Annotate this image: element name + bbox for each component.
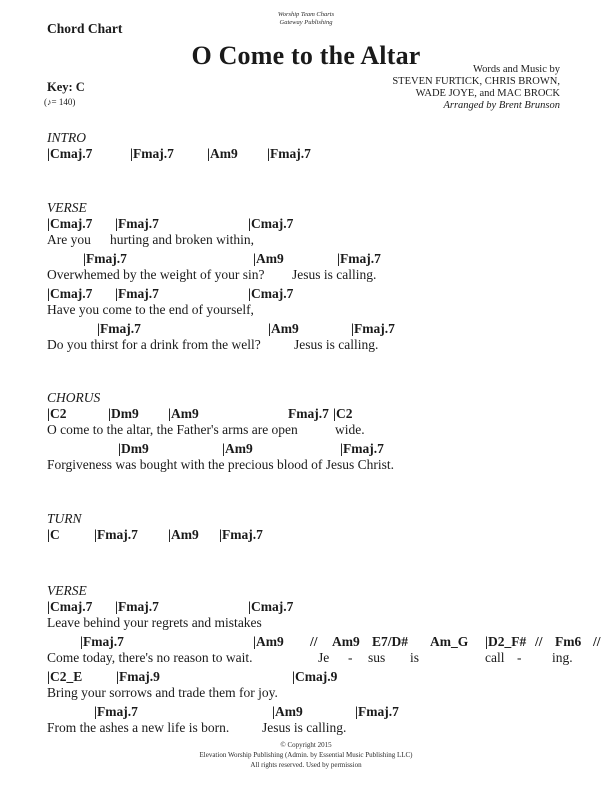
chord-token: |Fmaj.9: [116, 669, 160, 684]
lyric-token: call: [485, 650, 505, 665]
chord-token: |Fmaj.7: [337, 251, 381, 266]
lyric-token: Jesus is calling.: [262, 720, 347, 735]
chord-token: Am_G: [430, 634, 469, 649]
lyric-token: Forgiveness was bought with the precious blood of Jesus Christ.: [47, 457, 394, 472]
chord-token: |Fmaj.7: [351, 321, 395, 336]
lyric-line: [47, 232, 602, 248]
credits-arranger: Arranged by Brent Brunson: [443, 100, 560, 111]
lyric-line: [47, 337, 602, 353]
section-label: VERSE: [47, 583, 87, 598]
lyric-token: hurting and broken within,: [110, 232, 254, 247]
chord-token: |Cmaj.7: [248, 216, 294, 231]
chord-token: |Fmaj.7: [115, 216, 159, 231]
lyric-line: [47, 615, 602, 631]
copyright-footer: [0, 740, 612, 770]
chord-token: Fm6: [555, 634, 582, 649]
chord-token: |Am9: [253, 251, 284, 266]
chord-line: [47, 406, 602, 422]
chord-token: |Cmaj.7: [47, 599, 93, 614]
chord-token: |Fmaj.7: [97, 321, 141, 336]
credits-block: [392, 64, 560, 112]
lyric-token: Bring your sorrows and trade them for joy.: [47, 685, 278, 700]
lyric-token: ing.: [552, 650, 573, 665]
chord-token: |Am9: [272, 704, 303, 719]
song-section: [47, 583, 602, 736]
chord-token: |C: [47, 527, 60, 542]
chord-token: |D2_F#: [485, 634, 527, 649]
chord-token: |Fmaj.7: [219, 527, 263, 542]
publisher-block: [0, 11, 612, 27]
doc-type-label: Chord Chart: [47, 21, 123, 36]
chord-token: //: [593, 634, 601, 649]
chord-line: [47, 669, 602, 685]
chord-token: Am9: [332, 634, 360, 649]
chord-token: |Fmaj.7: [267, 146, 311, 161]
lyric-token: -: [348, 650, 353, 665]
chord-token: |Cmaj.7: [47, 146, 93, 161]
chord-token: |Cmaj.7: [47, 286, 93, 301]
chord-token: |C2_E: [47, 669, 83, 684]
copyright-line-2: Elevation Worship Publishing (Admin. by Essential Music Publishing LLC): [199, 751, 413, 759]
lyric-token: Je: [318, 650, 330, 665]
chord-token: |Fmaj.7: [94, 704, 138, 719]
chord-line: [47, 634, 602, 650]
chord-line: [47, 441, 602, 457]
chord-line: [47, 251, 602, 267]
section-label: VERSE: [47, 200, 87, 215]
chord-line: [47, 286, 602, 302]
song-section: [47, 511, 602, 543]
chord-token: |Dm9: [108, 406, 139, 421]
lyric-token: -: [517, 650, 522, 665]
copyright-line-3: All rights reserved. Used by permission: [250, 761, 362, 769]
chord-token: |Am9: [268, 321, 299, 336]
chord-token: |Cmaj.9: [292, 669, 338, 684]
chord-token: |C2: [47, 406, 67, 421]
chord-token: |Dm9: [118, 441, 149, 456]
chord-token: |Fmaj.7: [130, 146, 174, 161]
chord-token: |Am9: [168, 406, 199, 421]
lyric-token: Leave behind your regrets and mistakes: [47, 615, 262, 630]
lyric-line: [47, 720, 602, 736]
lyric-line: [47, 685, 602, 701]
chord-token: |Fmaj.7: [94, 527, 138, 542]
credits-authors-1: STEVEN FURTICK, CHRIS BROWN,: [392, 76, 560, 87]
chord-token: |Am9: [253, 634, 284, 649]
lyric-line: [47, 267, 602, 283]
section-label: TURN: [47, 511, 82, 526]
lyric-line: [47, 650, 602, 666]
chord-token: |Cmaj.7: [248, 286, 294, 301]
chord-token: //: [310, 634, 318, 649]
song-section: [47, 200, 602, 353]
chord-line: [47, 599, 602, 615]
lyric-token: Come today, there's no reason to wait.: [47, 650, 253, 665]
chord-token: |Fmaj.7: [340, 441, 384, 456]
chord-token: |Fmaj.7: [355, 704, 399, 719]
key-label: Key: C: [47, 80, 85, 94]
chord-line: [47, 146, 602, 162]
chord-token: |Fmaj.7: [80, 634, 124, 649]
chord-line: [47, 216, 602, 232]
lyric-token: Have you come to the end of yourself,: [47, 302, 254, 317]
section-label: INTRO: [47, 130, 87, 145]
song-section: [47, 130, 602, 162]
chord-token: |Fmaj.7: [115, 599, 159, 614]
lyric-token: is: [410, 650, 420, 665]
lyric-token: Do you thirst for a drink from the well?: [47, 337, 261, 352]
chord-token: |Cmaj.7: [248, 599, 294, 614]
key-block: [44, 80, 85, 107]
chord-line: [47, 704, 602, 720]
tempo-marking: (♪= 140): [44, 97, 76, 107]
lyric-token: O come to the altar, the Father's arms are open: [47, 422, 298, 437]
chord-line: [47, 321, 602, 337]
copyright-line-1: © Copyright 2015: [280, 741, 332, 749]
credits-words-music-by: Words and Music by: [473, 64, 560, 75]
chord-token: |Am9: [207, 146, 238, 161]
lyric-token: From the ashes a new life is born.: [47, 720, 230, 735]
lyric-token: wide.: [335, 422, 365, 437]
chord-token: Fmaj.7: [288, 406, 329, 421]
credits-authors-2: WADE JOYE, and MAC BROCK: [415, 88, 560, 99]
lyric-token: Jesus is calling.: [292, 267, 377, 282]
publisher-line-2: Gateway Publishing: [279, 19, 333, 26]
lyric-line: [47, 422, 602, 438]
lyric-token: Jesus is calling.: [294, 337, 379, 352]
chord-token: |Fmaj.7: [115, 286, 159, 301]
song-title: O Come to the Altar: [191, 41, 421, 70]
lyric-token: Overwhemed by the weight of your sin?: [47, 267, 265, 282]
chord-token: |Am9: [168, 527, 199, 542]
chord-line: [47, 527, 602, 543]
chord-token: |Cmaj.7: [47, 216, 93, 231]
chord-token: |C2: [333, 406, 353, 421]
section-label: CHORUS: [47, 390, 101, 405]
publisher-line-1: Worship Team Charts: [277, 11, 335, 18]
chord-token: |Fmaj.7: [83, 251, 127, 266]
chord-token: E7/D#: [372, 634, 409, 649]
chord-sections: [47, 130, 602, 792]
chord-token: |Am9: [222, 441, 253, 456]
lyric-token: Are you: [47, 232, 91, 247]
chord-token: //: [535, 634, 543, 649]
lyric-token: sus: [368, 650, 386, 665]
song-section: [47, 390, 602, 473]
lyric-line: [47, 457, 602, 473]
lyric-line: [47, 302, 602, 318]
